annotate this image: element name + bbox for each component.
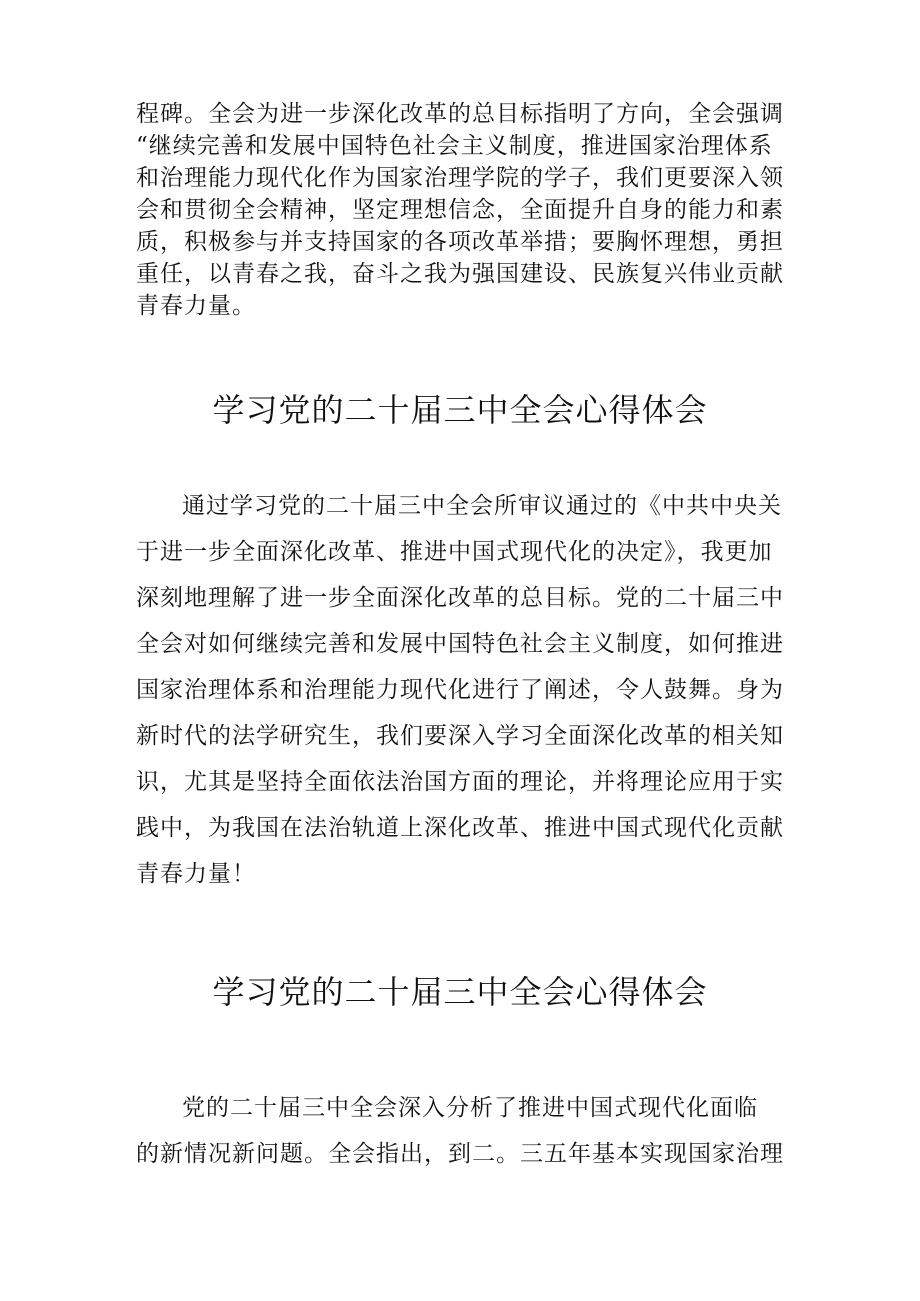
paragraph-line: 党的二十届三中全会深入分析了推进中国式现代化面临 bbox=[182, 1095, 758, 1121]
paragraph-line: 的新情况新问题。全会指出，到二。三五年基本实现国家治理 bbox=[136, 1141, 784, 1167]
paragraph-line: 国家治理体系和治理能力现代化进行了阐述，令人鼓舞。身为 bbox=[136, 677, 784, 703]
paragraph-reflection-2 bbox=[136, 1085, 796, 1177]
paragraph-line: 全会对如何继续完善和发展中国特色社会主义制度，如何推进 bbox=[136, 631, 784, 657]
paragraph-line: 青春力量！ bbox=[136, 861, 256, 887]
paragraph-line: 通过学习党的二十届三中全会所审议通过的《中共中央关 bbox=[182, 493, 782, 519]
paragraph-line: 识，尤其是坚持全面依法治国方面的理论，并将理论应用于实 bbox=[136, 769, 784, 795]
paragraph-line: “继续完善和发展中国特色社会主义制度，推进国家治理体系 bbox=[136, 133, 773, 159]
paragraph-line: 青春力量。 bbox=[136, 293, 256, 319]
paragraph-line: 于进一步全面深化改革、推进中国式现代化的决定》，我更加 bbox=[136, 539, 773, 565]
paragraph-line: 质，积极参与并支持国家的各项改革举措；要胸怀理想，勇担 bbox=[136, 229, 784, 255]
paragraph-line: 和治理能力现代化作为国家治理学院的学子，我们更要深入领 bbox=[136, 165, 784, 191]
paragraph-line: 深刻地理解了进一步全面深化改革的总目标。党的二十届三中 bbox=[136, 585, 784, 611]
paragraph-line: 程碑。全会为进一步深化改革的总目标指明了方向，全会强调 bbox=[136, 101, 784, 127]
paragraph-line: 新时代的法学研究生，我们要深入学习全面深化改革的相关知 bbox=[136, 723, 784, 749]
paragraph-line: 重任，以青春之我，奋斗之我为强国建设、民族复兴伟业贡献 bbox=[136, 261, 784, 287]
paragraph-line: 会和贯彻全会精神，坚定理想信念，全面提升自身的能力和素 bbox=[136, 197, 784, 223]
paragraph-continuation bbox=[136, 98, 796, 322]
paragraph-reflection-1 bbox=[136, 483, 796, 897]
section-heading: 学习党的二十届三中全会心得体会 bbox=[212, 391, 708, 429]
section-heading: 学习党的二十届三中全会心得体会 bbox=[212, 973, 708, 1011]
paragraph-line: 践中，为我国在法治轨道上深化改革、推进中国式现代化贡献 bbox=[136, 815, 784, 841]
